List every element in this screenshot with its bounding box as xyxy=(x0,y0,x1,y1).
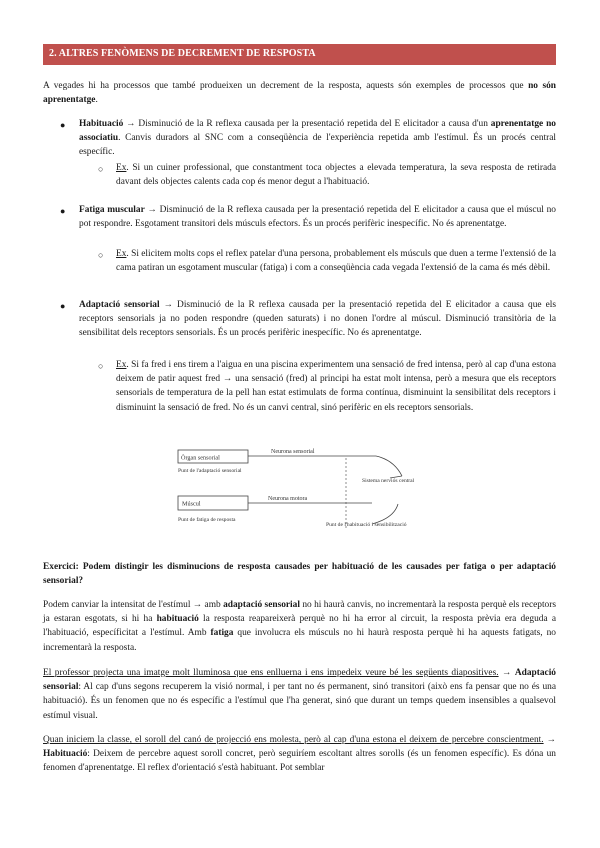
habituation-example-paragraph: Quan iniciem la classe, el soroll del canó de projecció ens molesta, però al cap d'una estona el deixem de percebre conscientment. → Habituació: Deixem de percebre aquest soroll concret, però seguiríem escoltant altres sorolls (és un fenomen específic). Es dóna un fenomen d'aprenentatge. El reflex d'orientació s'està habituant. Pot semblar xyxy=(43,735,556,774)
bullet-icon: ● xyxy=(60,120,66,130)
bullet-icon: ● xyxy=(60,301,66,311)
example-habituacio: Ex. Si un cuiner professional, que constantment toca objectes a elevada temperatura, la seva resposta de retirada davant dels objectes calents cada cop és menor degut a l'habituació. xyxy=(116,163,556,188)
punt-adaptacio-label: Punt de l'adaptació sensorial xyxy=(178,468,242,474)
muscul-label: Múscul xyxy=(182,500,201,508)
reflex-diagram xyxy=(176,444,422,540)
punt-habituacio-label: Punt de l'habituació i sensibilització xyxy=(326,522,407,528)
intro-paragraph: A vegades hi ha processos que també produeixen un decrement de la resposta, aquests són exemples de processos que no són aprenentatge. xyxy=(43,81,557,106)
item-fatiga: Fatiga muscular → Disminució de la R reflexa causada per la presentació repetida del E elicitador a causa que el múscul no pot respondre. Esgotament transitori dels músculs efectors. És un procés perifèric inespecífic. No és aprenentatge. xyxy=(79,205,556,230)
organ-label: Òrgan sensorial xyxy=(181,454,220,462)
exercise-question: Exercici: Podem distingir les disminucions de resposta causades per habituació de les causades per fatiga o per adaptació sensorial? xyxy=(43,562,556,587)
item-adaptacio: Adaptació sensorial → Disminució de la R reflexa causada per la presentació repetida del E elicitador a causa que els receptors sensorials ja no poden respondre (queden saturats) i no donen l'ordre al múscul. Disminució transitòria de la sensibilitat dels receptors sensorials. És un procés perifèric inespecífic. No és aprenentatge. xyxy=(79,300,556,339)
adaptation-example-paragraph: El professor projecta una imatge molt lluminosa que ens enlluerna i ens impedeix veure bé les següents diapositives. → Adaptació sensorial: Al cap d'uns segons recuperem la visió normal, i per tant no és permanent, sinó transitori (això ens fa pensar que no és una habituació). És un fenomen que no és específic a l'estímul que l'ha generat, sinó que durant un temps quedem insensibles a qualsevol estímul visual. xyxy=(43,668,556,721)
item-habituacio: Habituació → Disminució de la R reflexa causada per la presentació repetida del E elicitador a causa d'un aprenentatge no associatiu. Canvis duradors al SNC com a conseqüència de l'experiència repetida amb l'estímul. És un procés central específic. xyxy=(79,119,556,158)
neurona-motora-label: Neurona motora xyxy=(268,496,308,502)
section-title: 2. ALTRES FENÒMENS DE DECREMENT DE RESPOSTA xyxy=(49,48,316,59)
sub-bullet-icon: ○ xyxy=(98,361,104,371)
neurona-sensorial-label: Neurona sensorial xyxy=(271,449,315,455)
bullet-icon: ● xyxy=(60,206,66,216)
example-adaptacio: Ex. Si fa fred i ens tirem a l'aigua en una piscina experimentem una sensació de fred intensa, però al cap d'una estona deixem de patir aquest fred → una sensació (fred) al principi ha estat molt intensa, però a mesura que els receptors sensorials de temperatura de la pell han estat estimulats de forma contínua, disminuint la sensibilitat dels receptors i disminuint la sensació de fred. No és un canvi central, sinó perifèric en els receptors sensorials. xyxy=(116,360,556,413)
punt-fatiga-label: Punt de fatiga de resposta xyxy=(178,517,236,523)
example-fatiga: Ex. Si elicitem molts cops el reflex patelar d'una persona, probablement els músculs que duen a terme l'extensió de la cama patiran un esgotament muscular (fatiga) i com a conseqüència cada vegada l'extensió de la cama és més dèbil. xyxy=(116,249,556,274)
sub-bullet-icon: ○ xyxy=(98,250,104,260)
sub-bullet-icon: ○ xyxy=(98,164,104,174)
cns-arc xyxy=(372,456,402,524)
answer-paragraph: Podem canviar la intensitat de l'estímul → amb adaptació sensorial no hi haurà canvis, no incrementarà la resposta perquè els receptors ja estaran esgotats, si hi ha habituació la resposta reapareixerà perquè no hi ha error al circuit, la resposta prèvia era deguda a l'habituació, específicitat a l'estímul. Amb fatiga que involucra els músculs no hi haurà resposta perquè hi ha aquests fatigats, no incrementarà la resposta. xyxy=(43,600,557,653)
sistema-label: Sistema nerviós central xyxy=(362,478,415,484)
section-header xyxy=(43,44,556,65)
